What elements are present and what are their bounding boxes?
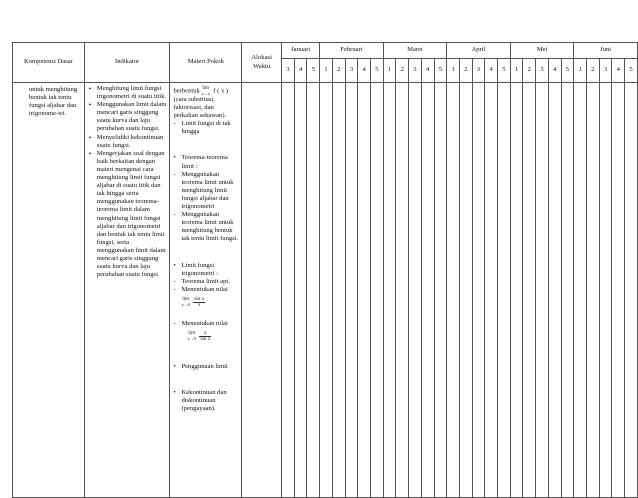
schedule-cell <box>510 83 523 498</box>
week-cell: 1 <box>383 59 396 83</box>
header-alokasi: Alokasi Waktu <box>242 43 282 83</box>
materi-nilai-1: - Menentukan nilai <box>173 286 238 294</box>
alokasi-cell <box>242 83 282 498</box>
schedule-cell <box>523 83 536 498</box>
schedule-cell <box>421 83 434 498</box>
indikator-cell <box>84 83 170 498</box>
schedule-table <box>12 42 638 498</box>
week-cell: 5 <box>498 59 511 83</box>
schedule-cell <box>459 83 472 498</box>
schedule-cell <box>586 83 599 498</box>
week-cell: 2 <box>396 59 409 83</box>
schedule-cell <box>409 83 422 498</box>
content-row <box>13 83 638 498</box>
week-cell: 5 <box>625 59 638 83</box>
indikator-item: • Mengerjakan soal dengan baik berkaitan dengan materi mengenai cara menghitung limit fungsi aljabar di suatu titik dan tak hingga serta menggunakan teorema-teorema limit dalam menghitung limit fungsi aljabar dan trigonometri dan bentuk tak tentu limit fungsi, serta menggunakan limit dalam mencari garis singgung suatu kurva dan laju perubahan suatu fungsi. <box>97 150 167 280</box>
week-cell: 3 <box>409 59 422 83</box>
materi-bentuk-prefix: berbentuk <box>173 87 200 95</box>
schedule-cell <box>447 83 460 498</box>
fraction-denominator: sin x <box>200 336 211 342</box>
materi-teorema-apt: - Teorema limit apt. <box>173 278 238 286</box>
schedule-cell <box>307 83 320 498</box>
month-mei: Mei <box>510 43 574 59</box>
schedule-cell <box>358 83 371 498</box>
kompetensi-text: untuk menghitung bentuk tak tentu fungsi aljabar dan trigonome-tri. <box>29 86 78 118</box>
kompetensi-cell <box>13 83 85 498</box>
lim-subscript: x→a <box>201 91 210 96</box>
week-cell: 3 <box>282 59 295 83</box>
materi-teorema: • Teorema-teorema limit : <box>173 154 238 170</box>
week-cell: 3 <box>472 59 485 83</box>
formula-x-over-sinx <box>173 328 238 345</box>
schedule-cell <box>548 83 561 498</box>
week-cell: 4 <box>485 59 498 83</box>
materi-bentuk-line <box>173 86 238 96</box>
header-materi: Materi Pokok <box>170 43 242 83</box>
lim-word: lim <box>182 297 189 303</box>
schedule-cell <box>282 83 295 498</box>
week-cell: 4 <box>294 59 307 83</box>
indikator-item: • Menyelidiki kekontinuan suatu fungsi. <box>97 134 167 150</box>
schedule-cell <box>371 83 384 498</box>
materi-cell <box>170 83 242 498</box>
schedule-cell <box>383 83 396 498</box>
schedule-cell <box>599 83 612 498</box>
schedule-cell <box>536 83 549 498</box>
week-cell: 5 <box>307 59 320 83</box>
materi-penggunaan: • Penggunaan limit <box>173 363 238 371</box>
fraction-denominator: x <box>198 302 201 308</box>
schedule-cell <box>574 83 587 498</box>
header-indikator: Indikator <box>84 43 170 83</box>
lim-subscript: x→0 <box>181 302 190 308</box>
week-cell: 4 <box>612 59 625 83</box>
fraction-numerator: sin x <box>194 296 205 302</box>
week-cell: 4 <box>548 59 561 83</box>
schedule-cell <box>625 83 638 498</box>
materi-limit-trigonometri: • Limit fungsi trigonometri : <box>173 262 238 278</box>
materi-limit-tak-hingga: - Limit fungsi di tak hingga <box>173 120 238 136</box>
week-cell: 2 <box>523 59 536 83</box>
week-cell: 4 <box>421 59 434 83</box>
schedule-cell <box>294 83 307 498</box>
schedule-cell <box>332 83 345 498</box>
month-juni: Juni <box>574 43 638 59</box>
schedule-cell <box>498 83 511 498</box>
month-maret: Maret <box>383 43 447 59</box>
week-cell: 1 <box>447 59 460 83</box>
schedule-cell <box>472 83 485 498</box>
materi-teorema-2: - Menggunakan teorema limit untuk menghitung bentuk tak tentu limit fungsi. <box>173 211 238 243</box>
week-cell: 3 <box>536 59 549 83</box>
week-cell: 5 <box>561 59 574 83</box>
formula-lim <box>181 297 189 307</box>
schedule-cell <box>396 83 409 498</box>
fraction-numerator: x <box>199 331 211 337</box>
week-cell: 3 <box>345 59 358 83</box>
fraction <box>199 331 211 342</box>
schedule-cell <box>612 83 625 498</box>
function-fx: f ( x ) <box>213 87 229 95</box>
materi-cara: (cara substitusi, faktorisasi, dan perkalian sekawan). <box>173 96 227 120</box>
indikator-item: • Menggunakan limit dalam mencari garis singgung suatu kurva dan laju perubahan suatu fungsi. <box>97 101 167 133</box>
week-cell: 1 <box>510 59 523 83</box>
materi-kekontinuan: • Kekontinuan dan diskontinuan (pengayaan). <box>173 389 238 413</box>
week-cell: 2 <box>586 59 599 83</box>
materi-teorema-1: - Menggunakan teorema limit untuk menghitung limit fungsi aljabar dan trigonometri <box>173 171 238 211</box>
week-cell: 3 <box>599 59 612 83</box>
week-cell: 4 <box>358 59 371 83</box>
lim-word: lim <box>202 86 209 91</box>
limit-expression <box>201 86 209 96</box>
materi-content <box>170 83 241 413</box>
materi-nilai-2: - Menentukan nilai <box>173 320 238 328</box>
week-cell: 1 <box>574 59 587 83</box>
month-februari: Februari <box>320 43 384 59</box>
formula-lim <box>187 331 195 341</box>
week-cell: 5 <box>371 59 384 83</box>
schedule-cell <box>320 83 333 498</box>
week-cell: 1 <box>320 59 333 83</box>
schedule-cell <box>561 83 574 498</box>
indikator-item: • Menghitung limit fungsi trigonometri di suatu titik. <box>97 85 167 101</box>
week-cell: 2 <box>459 59 472 83</box>
indikator-list <box>85 83 170 279</box>
month-april: April <box>447 43 511 59</box>
schedule-cell <box>434 83 447 498</box>
week-cell: 5 <box>434 59 447 83</box>
lim-word: lim <box>188 331 195 337</box>
schedule-cell <box>345 83 358 498</box>
schedule-cell <box>485 83 498 498</box>
month-januari: Januari <box>282 43 320 59</box>
header-kompetensi: Kompetensi Dasar <box>13 43 85 83</box>
fraction <box>193 297 205 308</box>
formula-sinx-over-x <box>173 294 238 311</box>
lim-subscript: x→0 <box>187 336 196 342</box>
week-cell: 2 <box>332 59 345 83</box>
